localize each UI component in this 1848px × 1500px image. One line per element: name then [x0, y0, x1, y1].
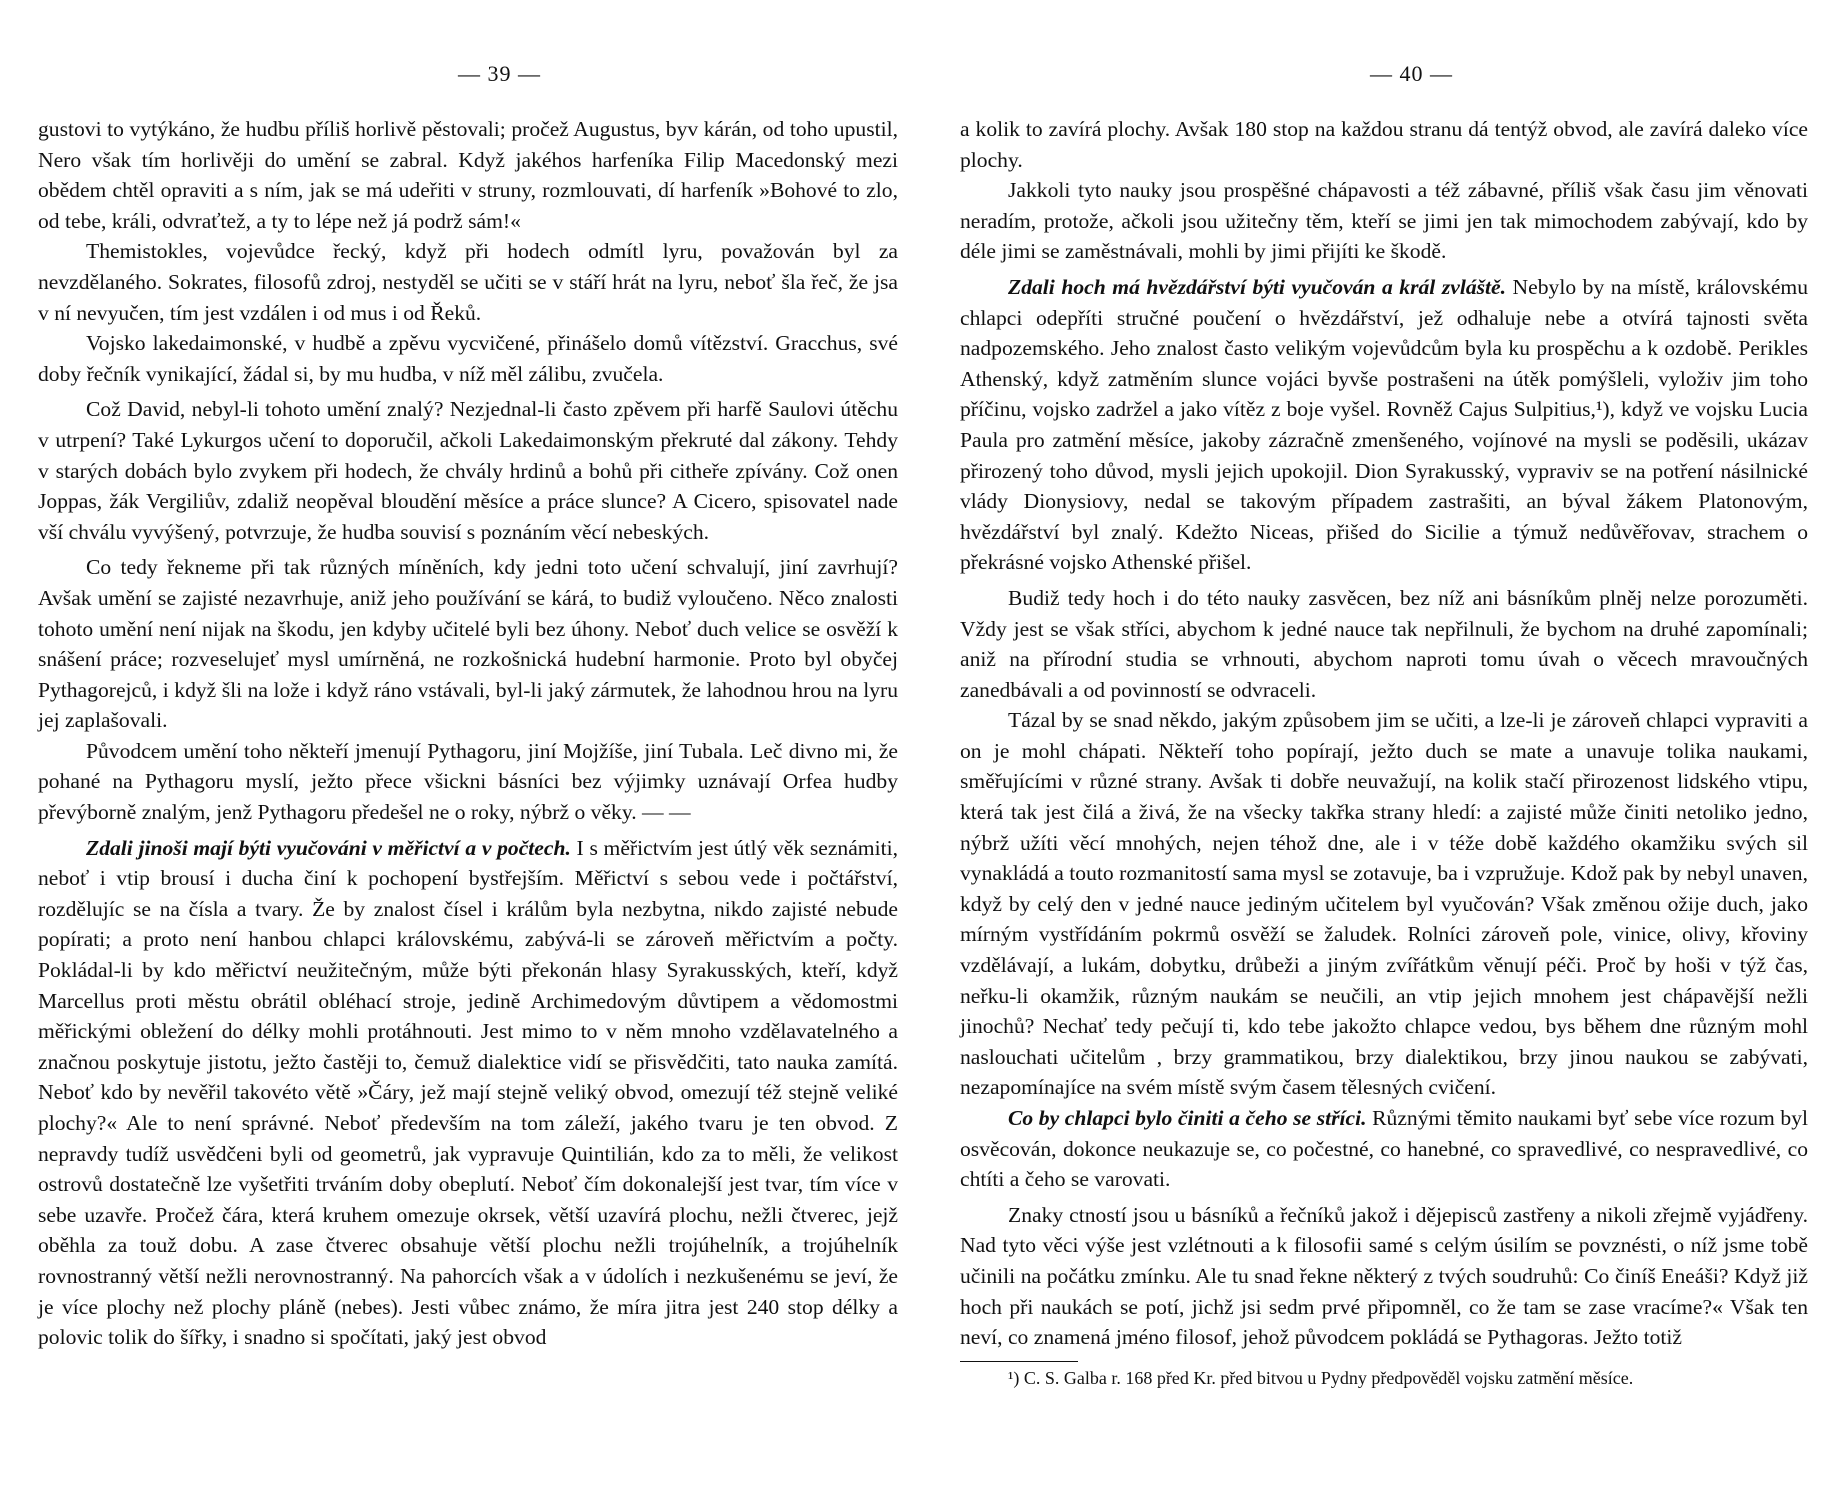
page-number: — 40 —: [1370, 61, 1453, 86]
paragraph: Jakkoli tyto nauky jsou prospěšné chápavosti a též zábavné, příliš však času jim věnovati neradím, protože, ačkoli jsou užitečny těm, kteří se jimi jen tak mimochodem zabývají, kdo by déle jimi se zaměstnávali, mohli by jimi přijíti ke škodě.: [960, 178, 1808, 264]
paragraph: Co by chlapci bylo činiti a čeho se stříci. Různými těmito naukami byť sebe více rozum byl osvěcován, dokonce neukazuje se, co počestné, co hanebné, co spravedlivé, co nespravedlivé, co chtíti a čeho se varovati.: [960, 1106, 1808, 1192]
paragraph: Themistokles, vojevůdce řecký, když při hodech odmítl lyru, považován byl za nevzdělaného. Sokrates, filosofů zdroj, nestyděl se učiti se v stáří hrát na lyru, neboť šla řeč, že jsa v ní nevyučen, tím jest vzdálen i od mus i od Řeků.: [38, 239, 898, 325]
right-page: [960, 48, 1808, 1390]
page-number: — 39 —: [458, 61, 541, 86]
section-heading: Zdali hoch má hvězdářství býti vyučován a král zvláště.: [1008, 274, 1506, 299]
paragraph: gustovi to vytýkáno, že hudbu příliš horlivě pěstovali; pročež Augustus, byv kárán, od toho upustil, Nero však tím horlivěji do umění se zabral. Když jakéhos harfeníka Filip Macedonský mezi obědem chtěl opraviti a s ním, jak se má udeřiti v struny, rozmlouvati, dí harfeník »Bohové to zlo, od tebe, králi, odvraťtež, a ty to lépe než já podrž sám!«: [38, 117, 898, 233]
left-page: [38, 48, 898, 1353]
paragraph: Zdali jinoši mají býti vyučováni v měřictví a v počtech. I s měřictvím jest útlý věk seznámiti, neboť i vtip brousí i ducha činí k pochopení bystřejším. Měřictví s sebou vede i počtářství, rozdělujíc se na čísla a tvary. Že by znalost čísel i králům byla nezbytna, nikdo zajisté nebude popírati; a proto není hanbou chlapci královskému, zabývá-li se zároveň měřictvím a počty. Pokládal-li by kdo měřictví neužitečným, může býti překonán hlasy Syrakusských, kteří, když Marcellus proti městu obrátil obléhací stroje, jedině Archimedovým důvtipem a vědomostmi měřickými obležení do délky mohli protáhnouti. Jest mimo to v něm mnoho vzdělavatelného a značnou poskytuje jistotu, ježto častěji to, čemuž dialektice vidí se přisvědčiti, tato nauka zamítá. Neboť kdo by nevěřil takovéto větě »Čáry, jež mají stejně veliký obvod, omezují též stejně veliké plochy?« Ale to není správné. Neboť především na tom záleží, jakého tvaru je ten obvod. Z nepravdy tudíž usvědčeni byli od geometrů, jak vypravuje Quintilián, kdo za to měli, že velikost ostrovů dostatečně lze vyšetřiti trváním doby obeplutí. Neboť čím dokonalejší jest tvar, tím více v sebe uzavře. Pročež čára, která kruhem omezuje okrsek, větší uzavírá plochu, nežli čtverec, jejž oběhla za touž dobu. A zase čtverec obsahuje větší plochu nežli trojúhelník, a trojúhelník rovnostranný větší nežli nerovnostranný. Na pahorcích však a v údolích i nezkušenému se jeví, že je více plochy než plochy pláně (nebes). Jesti vůbec známo, že míra jitra jest 240 stop délky a polovic tolik do šířky, i snadno si spočítati, jaký jest obvod: [38, 835, 898, 1350]
paragraph: Budiž tedy hoch i do této nauky zasvěcen, bez níž ani básníkům plněj nelze porozuměti. Vždy jest se však stříci, abychom k jedné nauce tak nepřilnuli, že bychom na druhé zapomínali; aniž na přírodní studia se vrhnouti, abychom naproti tomu úvah o věcech mravoučných zanedbávali a od povinností se odvraceli.: [960, 585, 1808, 702]
paragraph: Což David, nebyl-li tohoto umění znalý? Nezjednal-li často zpěvem při harfě Saulovi útěchu v utrpení? Také Lykurgos učení to doporučil, ačkoli Lakedaimonským překruté dal zákony. Tehdy v starých dobách bylo zvykem při hodech, že chvály hrdinů a bohů při citheře zpívány. Což onen Joppas, žák Vergiliův, zdaliž neopěval bloudění měsíce a práce slunce? A Cicero, spisovatel nade vší chválu vyvýšený, potvrzuje, že hudba souvisí s poznáním věcí nebeských.: [38, 397, 898, 544]
section-heading: Co by chlapci bylo činiti a čeho se stříci.: [1008, 1106, 1367, 1130]
paragraph: Znaky ctností jsou u básníků a řečníků jakož i dějepisců zastřeny a nikoli zřejmě vyjádřeny. Nad tyto věci výše jest vzlétnouti a k filosofii samé s celým úsilím se povznésti, o níž jsme tobě učinili na počátku zmínku. Ale tu snad řekne některý z tvých soudruhů: Co činíš Eneáši? Když již hoch při naukách se potí, jichž jsi sedm prvé připomněl, co že tam se zase vracíme?« Však ten neví, co znamená jméno filosof, jehož původcem pokládá se Pythagoras. Ježto totiž: [960, 1202, 1808, 1350]
section-heading: Zdali jinoši mají býti vyučováni v měřictví a v počtech.: [86, 835, 571, 860]
paragraph: a kolik to zavírá plochy. Avšak 180 stop na každou stranu dá tentýž obvod, ale zavírá daleko více plochy.: [960, 117, 1808, 172]
footnote-rule: [960, 1361, 1078, 1362]
paragraph: Zdali hoch má hvězdářství býti vyučován a král zvláště. Nebylo by na místě, královskému chlapci odepříti stručné poučení o hvězdářství, jež odhaluje nebe a otvírá tajnosti světa nadpozemského. Jeho znalost často velikým vojevůdcům byla ku prospěchu a k ozdobě. Perikles Athenský, když zatměním slunce vojáci byvše postrašeni na útěk pomýšleli, vyloživ jim toho příčinu, vojsko zadržel a jako vítěz z boje vyšel. Rovněž Cajus Sulpitius,¹), když ve vojsku Lucia Paula pro zatmění měsíce, jakoby zázračně zmenšeného, vojínové na mysli se poděsili, ukázav přirozený toho důvod, mysli jejich upokojil. Dion Syrakusský, vypraviv se na potření násilnické vlády Dionysiovy, nedal se takovým případem zastrašiti, an býval žákem Platonovým, hvězdářství byl znalý. Kdežto Niceas, přišed do Sicilie a týmuž nedůvěřovav, strachem o překrásné vojsko Athenské přišel.: [960, 274, 1808, 575]
paragraph: Tázal by se snad někdo, jakým způsobem jim se učiti, a lze-li je zároveň chlapci vypraviti a on je mohl chápati. Někteří toho popírají, ježto duch se mate a unavuje tolika naukami, směřujícími v různé strany. Avšak ti dobře neuvažují, na kolik stačí přirozenost lidského vtipu, která tak jest čilá a živá, že na všecky takřka strany hledí: a zajisté může činiti netoliko jedno, nýbrž užíti věcí mnohých, nejen téhož dne, ale i v téže době každého okamžiku svých sil vynakládá a touto rozmanitostí sama mysl se zotavuje, ba i vzpružuje. Kdož pak by nebyl unaven, když by celý den v jedné nauce jediným učitelem byl vyučován? Však změnou ožije duch, jako mírným vystřídáním pokrmů osvěží se žaludek. Rolníci zároveň pole, vinice, olivy, křoviny vzdělávají, a lukám, dobytku, drůbeži a jiným zvířátkům věnují péči. Proč by hoši v týž čas, neřku-li okamžik, různým naukám se neučili, an vtip jejich mnohem jest chápavější nežli jinochů? Nechať tedy pečují ti, kdo tebe jakožto chlapce vedou, bys během dne různým mohl naslouchati učitelům , brzy grammatikou, brzy dialektikou, brzy jinou naukou se zabývati, nezapomínajíce na svém místě svým časem tělesných cvičení.: [960, 708, 1808, 1100]
paragraph: Vojsko lakedaimonské, v hudbě a zpěvu vycvičené, přinášelo domů vítězství. Gracchus, své doby řečník vynikající, žádal si, by mu hudba, v níž měl zálibu, zvučela.: [38, 331, 898, 386]
paragraph: Co tedy řekneme při tak různých míněních, kdy jedni toto učení schvalují, jiní zavrhují? Avšak umění se zajisté nezavrhuje, aniž jeho používání se kárá, to budiž vyloučeno. Něco znalosti tohoto umění není nijak na škodu, jen kdyby učitelé byli bez úhony. Neboť duch velice se osvěží k snášení práce; rozveselujeť mysl umírněná, ne rozkošnická hudební harmonie. Proto byl obyčej Pythagorejců, i když šli na lože i když ráno vstávali, byl-li jaký zármutek, že lahodnou hrou na lyru jej zaplašovali.: [38, 555, 898, 733]
paragraph: Původcem umění toho někteří jmenují Pythagoru, jiní Mojžíše, jiní Tubala. Leč divno mi, že pohané na Pythagoru myslí, ježto přece všickni básníci bez výjimky uznávají Orfea hudby převýborně znalým, jenž Pythagoru předešel ne o roky, nýbrž o věky. — —: [38, 738, 898, 825]
footnote: ¹) C. S. Galba r. 168 před Kr. před bitvou u Pydny předpověděl vojsku zatmění měsíce.: [1008, 1367, 1634, 1388]
